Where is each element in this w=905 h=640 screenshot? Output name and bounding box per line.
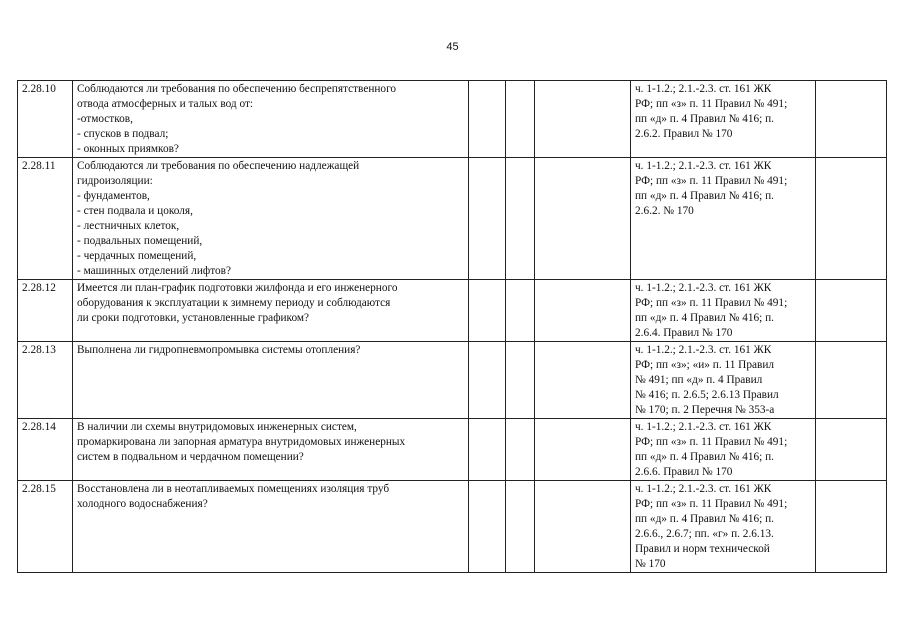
reference-line: ч. 1-1.2.; 2.1.-2.3. ст. 161 ЖК (635, 421, 772, 433)
reference-line: пп «д» п. 4 Правил № 416; п. (635, 113, 774, 125)
question-line: Имеется ли план-график подготовки жилфонда и его инженерного (77, 282, 398, 294)
reference-line: РФ; пп «з» п. 11 Правил № 491; (635, 498, 788, 510)
question-line: - оконных приямков? (77, 143, 179, 155)
table-row (18, 481, 887, 573)
question-cell (73, 280, 469, 342)
notes-cell[interactable] (816, 81, 887, 158)
answer-yes-cell[interactable] (469, 481, 506, 573)
item-number: 2.28.10 (18, 81, 73, 158)
reference-line: 2.6.2. Правил № 170 (635, 128, 733, 140)
reference-line: пп «д» п. 4 Правил № 416; п. (635, 190, 774, 202)
question-line: оборудования к эксплуатации к зимнему периоду и соблюдаются (77, 297, 391, 309)
answer-na-cell[interactable] (535, 481, 631, 573)
legal-reference-cell (631, 280, 816, 342)
legal-reference-cell (631, 419, 816, 481)
reference-line: ч. 1-1.2.; 2.1.-2.3. ст. 161 ЖК (635, 483, 772, 495)
reference-line: 2.6.2. № 170 (635, 205, 694, 217)
reference-line: ч. 1-1.2.; 2.1.-2.3. ст. 161 ЖК (635, 282, 772, 294)
question-line: - фундаментов, (77, 190, 150, 202)
table-row (18, 81, 887, 158)
answer-yes-cell[interactable] (469, 280, 506, 342)
reference-line: пп «д» п. 4 Правил № 416; п. (635, 451, 774, 463)
item-number: 2.28.13 (18, 342, 73, 419)
reference-line: 2.6.4. Правил № 170 (635, 327, 733, 339)
reference-line: пп «д» п. 4 Правил № 416; п. (635, 312, 774, 324)
reference-line: № 491; пп «д» п. 4 Правил (635, 374, 763, 386)
question-line: - спусков в подвал; (77, 128, 169, 140)
table-row (18, 280, 887, 342)
question-line: - подвальных помещений, (77, 235, 203, 247)
question-line: - чердачных помещений, (77, 250, 197, 262)
notes-cell[interactable] (816, 158, 887, 280)
legal-reference-cell (631, 481, 816, 573)
reference-line: ч. 1-1.2.; 2.1.-2.3. ст. 161 ЖК (635, 344, 772, 356)
notes-cell[interactable] (816, 481, 887, 573)
answer-no-cell[interactable] (506, 81, 535, 158)
reference-line: РФ; пп «з» п. 11 Правил № 491; (635, 297, 788, 309)
answer-no-cell[interactable] (506, 481, 535, 573)
reference-line: № 416; п. 2.6.5; 2.6.13 Правил (635, 389, 779, 401)
answer-no-cell[interactable] (506, 280, 535, 342)
answer-na-cell[interactable] (535, 342, 631, 419)
question-cell (73, 158, 469, 280)
notes-cell[interactable] (816, 280, 887, 342)
question-line: - машинных отделений лифтов? (77, 265, 232, 277)
item-number: 2.28.15 (18, 481, 73, 573)
answer-yes-cell[interactable] (469, 342, 506, 419)
notes-cell[interactable] (816, 419, 887, 481)
answer-na-cell[interactable] (535, 81, 631, 158)
reference-line: 2.6.6. Правил № 170 (635, 466, 733, 478)
reference-line: № 170; п. 2 Перечня № 353-а (635, 404, 775, 416)
notes-cell[interactable] (816, 342, 887, 419)
question-line: ли сроки подготовки, установленные графиком? (77, 312, 310, 324)
question-cell (73, 342, 469, 419)
answer-yes-cell[interactable] (469, 81, 506, 158)
answer-yes-cell[interactable] (469, 158, 506, 280)
answer-no-cell[interactable] (506, 342, 535, 419)
answer-yes-cell[interactable] (469, 419, 506, 481)
answer-no-cell[interactable] (506, 419, 535, 481)
question-line: Соблюдаются ли требования по обеспечению беспрепятственного (77, 83, 397, 95)
reference-line: Правил и норм технической (635, 543, 770, 555)
reference-line: РФ; пп «з» п. 11 Правил № 491; (635, 175, 788, 187)
reference-line: РФ; пп «з» п. 11 Правил № 491; (635, 98, 788, 110)
question-cell (73, 481, 469, 573)
answer-na-cell[interactable] (535, 158, 631, 280)
table-row (18, 342, 887, 419)
question-line: систем в подвальном и чердачном помещении? (77, 451, 304, 463)
item-number: 2.28.12 (18, 280, 73, 342)
item-number: 2.28.14 (18, 419, 73, 481)
reference-line: РФ; пп «з» п. 11 Правил № 491; (635, 436, 788, 448)
table-row (18, 158, 887, 280)
question-line: -отмостков, (77, 113, 133, 125)
question-line: Восстановлена ли в неотапливаемых помещениях изоляция труб (77, 483, 390, 495)
reference-line: пп «д» п. 4 Правил № 416; п. (635, 513, 774, 525)
table-body (18, 81, 887, 573)
reference-line: ч. 1-1.2.; 2.1.-2.3. ст. 161 ЖК (635, 83, 772, 95)
question-cell (73, 419, 469, 481)
answer-no-cell[interactable] (506, 158, 535, 280)
question-line: холодного водоснабжения? (77, 498, 208, 510)
legal-reference-cell (631, 342, 816, 419)
reference-line: № 170 (635, 558, 666, 570)
checklist-table (17, 80, 887, 573)
reference-line: РФ; пп «з»; «и» п. 11 Правил (635, 359, 775, 371)
reference-line: ч. 1-1.2.; 2.1.-2.3. ст. 161 ЖК (635, 160, 772, 172)
answer-na-cell[interactable] (535, 419, 631, 481)
question-line: - стен подвала и цоколя, (77, 205, 193, 217)
question-line: Выполнена ли гидропневмопромывка системы отопления? (77, 344, 361, 356)
reference-line: 2.6.6., 2.6.7; пп. «г» п. 2.6.13. (635, 528, 774, 540)
legal-reference-cell (631, 81, 816, 158)
question-line: отвода атмосферных и талых вод от: (77, 98, 254, 110)
question-line: Соблюдаются ли требования по обеспечению надлежащей (77, 160, 360, 172)
question-cell (73, 81, 469, 158)
item-number: 2.28.11 (18, 158, 73, 280)
question-line: В наличии ли схемы внутридомовых инженерных систем, (77, 421, 357, 433)
table-row (18, 419, 887, 481)
question-line: гидроизоляции: (77, 175, 153, 187)
page-number: 45 (446, 41, 459, 53)
question-line: промаркирована ли запорная арматура внутридомовых инженерных (77, 436, 406, 448)
legal-reference-cell (631, 158, 816, 280)
answer-na-cell[interactable] (535, 280, 631, 342)
question-line: - лестничных клеток, (77, 220, 180, 232)
